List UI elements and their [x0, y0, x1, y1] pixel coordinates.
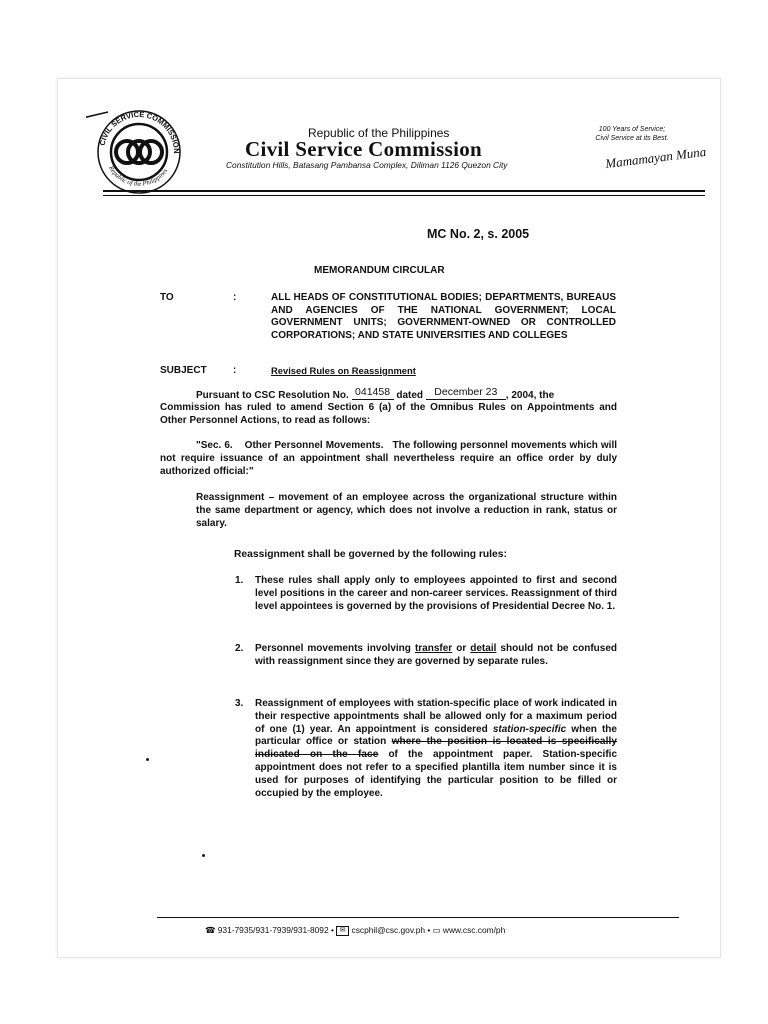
rule-3-number: 3.	[235, 698, 244, 709]
email-icon: ✉	[336, 926, 349, 936]
rule-2-text-a: Personnel movements involving	[255, 643, 415, 654]
memo-type: MEMORANDUM CIRCULAR	[314, 265, 445, 276]
republic-heading: Republic of the Philippines	[308, 126, 450, 140]
detail-term: detail	[470, 643, 497, 654]
footer-email: cscphil@csc.gov.ph	[351, 925, 426, 935]
footer-web: www.csc.com/ph	[442, 925, 506, 935]
svg-text:Republic of the Philippines: Republic of the Philippines	[107, 164, 170, 188]
to-label: TO	[160, 292, 174, 303]
resolution-date: December 23	[426, 386, 506, 400]
to-recipients: ALL HEADS OF CONSTITUTIONAL BODIES; DEPARTMENTS, BUREAUS AND AGENCIES OF THE NATIONAL GOVERNMENT; LOCAL GOVERNMENT UNITS; GOVERNMENT-OWNED OR CONTROLLED CORPORATIONS; AND STATE UNIVERSITIES AND COLLEGES	[271, 292, 616, 342]
paragraph-intro-line	[196, 386, 617, 403]
reassignment-definition: – movement of an employee across the organizational structure within the same department or agency, which does not involve a reduction in rank, status or salary.	[196, 492, 617, 529]
subject-text: Revised Rules on Reassignment	[271, 365, 416, 376]
to-colon: :	[233, 292, 237, 303]
rule-2-text	[255, 643, 617, 669]
computer-icon: ▭	[432, 925, 441, 935]
rule-1-text: These rules shall apply only to employees appointed to first and second level positions in the career and non-career services. Reassignment of third level appointees is governed by the provisions of Presidential Decree No. 1.	[255, 575, 617, 612]
rule-2-number: 2.	[235, 643, 244, 654]
intro-text-a: Pursuant to CSC Resolution No.	[196, 390, 349, 401]
transfer-term: transfer	[414, 643, 453, 654]
rule-3-struck-line: where the position is located is specifically indicated on the face	[255, 736, 618, 761]
rule-3-text	[255, 698, 617, 800]
governed-line: Reassignment shall be governed by the following rules:	[234, 549, 507, 560]
scan-mark	[146, 758, 149, 761]
reassignment-term: Reassignment	[196, 492, 265, 503]
csc-seal-logo	[86, 108, 192, 196]
sec-text: The following personnel movements which will not require issuance of an appointment shall nevertheless require an office order by duly authorized official:"	[160, 440, 617, 477]
resolution-number: 041458	[352, 386, 394, 400]
memo-number: MC No. 2, s. 2005	[427, 227, 530, 241]
paragraph-section-6	[160, 440, 617, 478]
rule-3-text-c: when the particular office or station	[255, 723, 617, 748]
rule-3-text-d: of the appointment paper. Station-specific appointment does not refer to a specified plantilla item number since it is used for purposes of identifying the particular position to be filled or occupied by the employee.	[255, 749, 618, 799]
subject-label: SUBJECT	[160, 365, 207, 376]
rule-1-number: 1.	[235, 575, 244, 586]
rule-2-text-b: or	[452, 643, 471, 654]
svg-text:CIVIL SERVICE COMMISSION: CIVIL SERVICE COMMISSION	[97, 109, 182, 154]
intro-text-c: , 2004, the	[505, 390, 555, 401]
footer-contacts	[205, 925, 505, 936]
sec-number: "Sec. 6.	[196, 440, 233, 451]
header-rule-thick	[103, 190, 705, 192]
agency-title: Civil Service Commission	[245, 137, 483, 161]
motto	[592, 125, 672, 143]
scan-mark	[202, 854, 205, 857]
station-specific-term: station-specific	[416, 698, 491, 709]
footer-phone: 931-7935/931-7939/931-8092	[217, 925, 329, 935]
signature-slogan: Mamamayan Muna	[604, 143, 707, 172]
agency-address: Constitution Hills, Batasang Pambansa Complex, Diliman 1126 Quezon City	[226, 160, 508, 170]
motto-line-1: 100 Years of Service;	[598, 126, 666, 133]
motto-line-2: Civil Service at its Best.	[595, 135, 669, 142]
rule-3-text-a: Reassignment of employees with	[255, 698, 417, 709]
sec-title: Other Personnel Movements.	[244, 440, 384, 451]
phone-icon: ☎	[205, 925, 216, 935]
intro-text-b: dated	[396, 390, 424, 401]
footer-rule	[157, 917, 679, 918]
rule-2-text-c: should not be confused with reassignment since they are governed by separate rules.	[255, 643, 617, 667]
rule-3-text-b: place of work indicated in their respective appointments shall be allowed only for a maximum period of one (1) year. An appointment is considered	[255, 698, 617, 735]
paragraph-reassignment-def	[196, 492, 617, 530]
station-specific-term-2: station-specific	[492, 723, 567, 735]
footer-sep: •	[427, 925, 431, 935]
header-rule-thin	[103, 195, 705, 196]
subject-colon: :	[233, 365, 237, 376]
footer-sep: •	[330, 925, 334, 935]
paragraph-intro-rest: Commission has ruled to amend Section 6 (a) of the Omnibus Rules on Appointments and Other Personnel Actions, to read as follows:	[160, 402, 617, 426]
